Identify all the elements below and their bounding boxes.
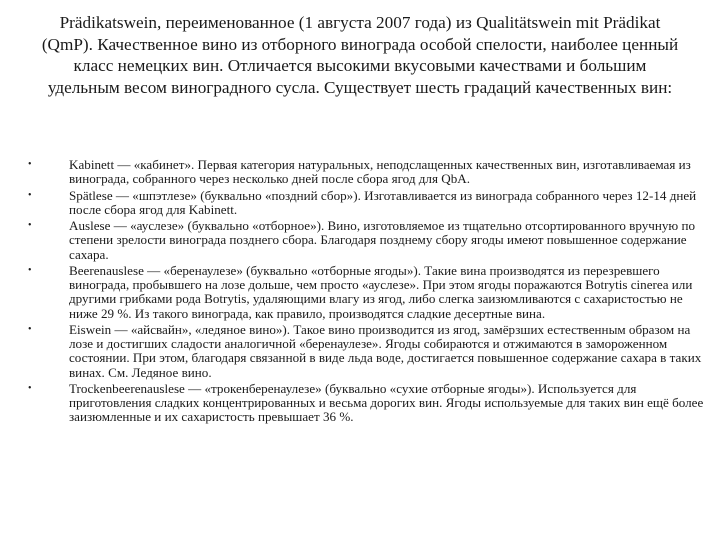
bullet-icon: •	[28, 382, 32, 394]
bullet-icon: •	[28, 323, 32, 335]
list-item-text: Spätlese — «шпэтлезе» (буквально «поздний сбор»). Изготавливается из винограда собранного через 12-14 дней после сбора ягод для Kabinett.	[69, 187, 697, 217]
bullet-icon: •	[28, 220, 32, 232]
list-item-text: Beerenauslese — «беренаулезе» (буквально «отборные ягоды»). Такие вина производятся из перезревшего винограда, пробывшего на лозе дольше, чем просто «ауслезе». При этом ягоды поражаются Botrytis cinerea или другими грибками рода Botrytis, удаляющими влагу из ягод, либо слегка заизюмливаются с сахаристостью не ниже 29 %. Из такого винограда, как правило, производятся сладкие десертные вина.	[69, 262, 693, 321]
bullet-icon: •	[28, 159, 32, 170]
list-item-auslese	[28, 219, 708, 262]
list-item-trockenbeerenauslese	[28, 382, 708, 425]
list-item-text: Eiswein — «айсвайн», «ледяное вино»). Такое вино производится из ягод, замёрзших естественным образом на лозе и достигших сладости аналогичной «беренаулезе». Ягоды собираются и отжимаются в замороженном состоянии. При этом, благодаря связанной в виде льда воде, достигается повышенное содержание сахара в таких винах. См. Ледяное вино.	[69, 321, 702, 380]
list-item-text: Trockenbeerenauslese — «трокенберенаулезе» (буквально «сухие отборные ягоды»). Используется для приготовления сладких концентрированных и весьма дорогих вин. Ягоды используемые для таких вин ещё более заизюмленные и их сахаристость превышает 36 %.	[69, 380, 704, 425]
bullet-icon: •	[28, 189, 32, 201]
list-item-beerenauslese	[28, 264, 708, 321]
list-item-text: Auslese — «ауслезе» (буквально «отборное»). Вино, изготовляемое из тщательно отсортированного вручную по степени зрелости винограда позднего сбора. Благодаря позднему сбору ягоды имеют повышенное содержание сахара.	[69, 218, 696, 262]
list-item-kabinett	[28, 158, 708, 186]
intro-paragraph: Prädikatswein, переименованное (1 августа 2007 года) из Qualitätswein mit Prädikat (QmP). Качественное вино из отборного винограда особой спелости, наиболее ценный класс немецких вин. Отличается высокими вкусовыми качествами и большим удельным весом виноградного сусла. Существует шесть градаций качественных вин:	[41, 13, 679, 97]
bullet-icon: •	[28, 264, 32, 276]
list-item-spatlese	[28, 189, 708, 217]
grade-list	[28, 158, 708, 427]
list-item-eiswein	[28, 323, 708, 380]
list-item-text: Kabinett — «кабинет». Первая категория натуральных, неподслащенных качественных вин, изготавливаемая из винограда, собранного через несколько дней после сбора ягод для QbA.	[69, 157, 691, 187]
